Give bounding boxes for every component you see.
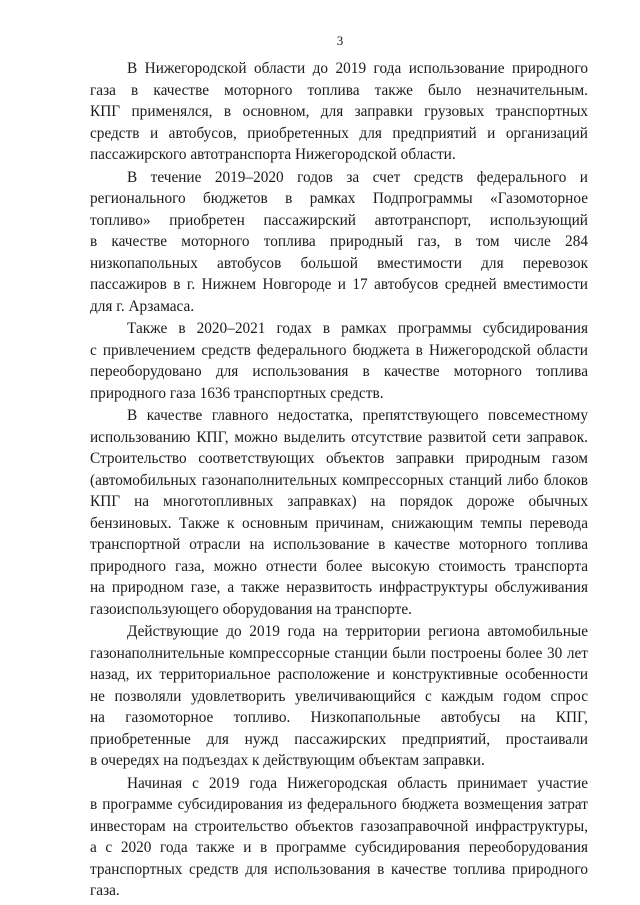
text-line: газа. — [90, 882, 120, 899]
text-line: транспортной отрасли на использование в качестве моторного топлива — [90, 536, 588, 553]
paragraph — [90, 58, 588, 166]
text-line: в качестве моторного топлива природный газ, в том числе 284 — [90, 233, 588, 250]
paragraph — [90, 773, 588, 902]
text-line: Начиная с 2019 года Нижегородская область принимает участие — [127, 774, 588, 792]
text-line: Также в 2020–2021 годах в рамках программы субсидирования — [127, 320, 588, 337]
text-line: на газомоторное топливо. Низкопапольные автобусы на КПГ, — [90, 709, 588, 726]
text-line: для г. Арзамаса. — [90, 297, 195, 315]
text-line: В качестве главного недостатка, препятствующего повсеместному — [127, 407, 588, 424]
text-line: использованию КПГ, можно выделить отсутствие развитой сети заправок. — [90, 428, 588, 446]
text-line: Строительство соответствующих объектов заправки природным газом — [90, 450, 588, 467]
text-line: средств и автобусов, приобретенных для предприятий и организаций — [90, 124, 588, 142]
text-line: пассажиров в г. Нижнем Новгороде и 17 автобусов средней вместимости — [90, 276, 588, 293]
paragraph — [90, 405, 588, 620]
text-line: В Нижегородской области до 2019 года использование природного — [127, 60, 588, 77]
text-line: а с 2020 года также и в программе субсидирования переоборудования — [90, 839, 588, 856]
text-line: инвесторам на строительство объектов газозаправочной инфраструктуры, — [90, 817, 588, 835]
text-line: газоиспользующего оборудования на транспорте. — [90, 600, 412, 618]
text-line: газонаполнительные компрессорные станции были построены более 30 лет — [90, 644, 588, 662]
paragraph — [90, 318, 588, 404]
text-line: КПГ применялся, в основном, для заправки грузовых транспортных — [90, 103, 588, 120]
text-line: газа в качестве моторного топлива также было незначительным. — [90, 81, 588, 99]
text-line: В течение 2019–2020 годов за счет средств федерального и — [127, 168, 588, 186]
text-line: с привлечением средств федерального бюджета в Нижегородской области — [90, 341, 588, 359]
text-line: бензиновых. Также к основным причинам, снижающим темпы перевода — [90, 514, 588, 532]
text-line: (автомобильных газонаполнительных компрессорных станций либо блоков — [90, 471, 588, 489]
text-line: Действующие до 2019 года на территории региона автомобильные — [127, 623, 588, 640]
text-line: не позволяли удовлетворить увеличивающийся с каждым годом спрос — [90, 687, 588, 705]
text-line: регионального бюджетов в рамках Подпрограммы «Газомоторное — [90, 190, 588, 207]
text-line: переоборудовано для использования в качестве моторного топлива — [90, 363, 588, 380]
text-line: в очередях на подъездах к действующим объектам заправки. — [90, 752, 485, 769]
text-line: назад, их территориальное расположение и конструктивные особенности — [90, 666, 588, 683]
paragraph — [90, 621, 588, 772]
text-line: природного газа 1636 транспортных средств. — [90, 384, 384, 402]
text-line: природного газа, можно отнести более высокую стоимость транспорта — [90, 557, 588, 575]
paragraph — [90, 167, 588, 318]
text-line: низкопапольных автобусов большой вместимости для перевозок — [90, 254, 588, 272]
text-line: на природном газе, а также неразвитость инфраструктуры обслуживания — [90, 579, 588, 596]
text-line: пассажирского автотранспорта Нижегородской области. — [90, 146, 456, 163]
page-number: 3 — [336, 33, 344, 48]
text-line: топливо» приобретен пассажирский автотранспорт, использующий — [90, 211, 588, 229]
text-line: транспортных средств для использования в качестве топлива природного — [90, 860, 588, 878]
text-line: в программе субсидирования из федерального бюджета возмещения затрат — [90, 796, 588, 813]
text-line: приобретенные для нужд пассажирских предприятий, простаивали — [90, 730, 588, 748]
text-line: КПГ на многотопливных заправках) на порядок дороже обычных — [90, 493, 588, 510]
